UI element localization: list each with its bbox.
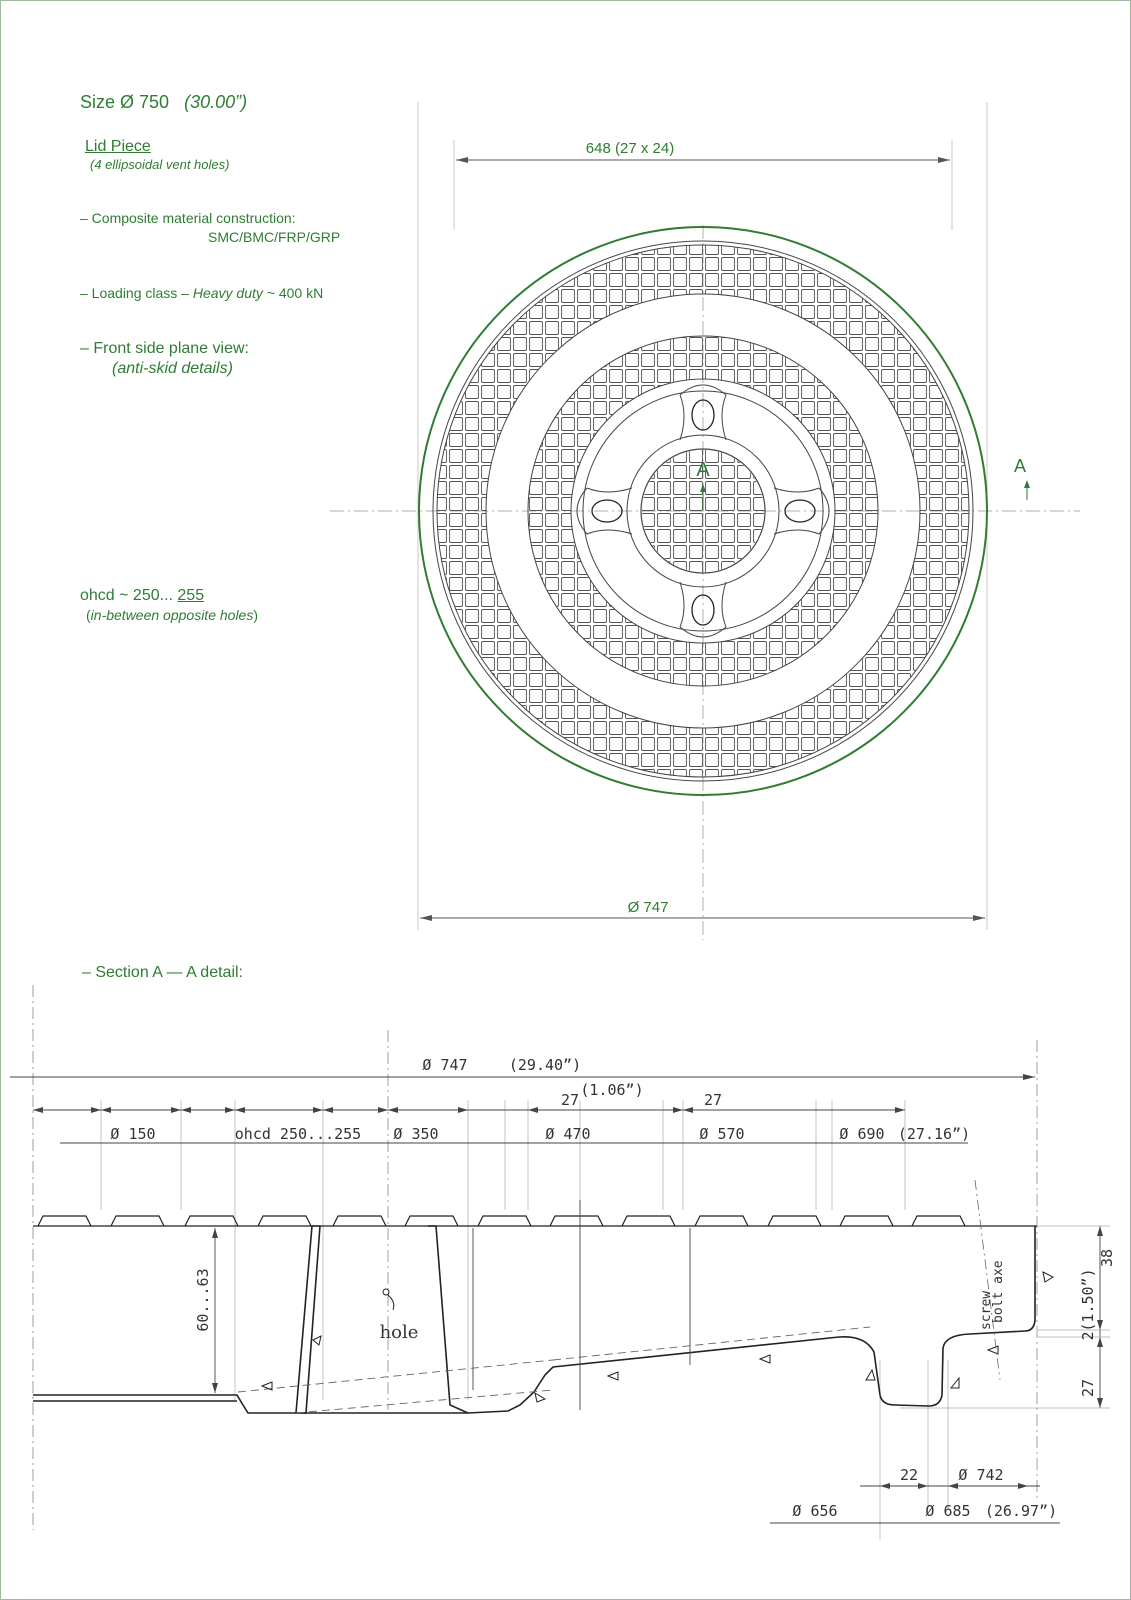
right-vertical-dims bbox=[900, 1226, 1116, 1408]
svg-text:A: A bbox=[1013, 456, 1027, 476]
ohcd-prefix: ohcd ~ 250... bbox=[80, 587, 178, 604]
front-view-sub: (anti-skid details) bbox=[112, 360, 233, 377]
size-inches: (30.00”) bbox=[184, 92, 248, 112]
svg-text:(1.06”): (1.06”) bbox=[580, 1081, 644, 1099]
svg-text:27: 27 bbox=[703, 1091, 723, 1109]
svg-text:(29.40”): (29.40”) bbox=[508, 1056, 582, 1074]
dim-747-label: Ø 747 bbox=[627, 899, 669, 916]
section-title: – Section A — A detail: bbox=[82, 964, 243, 981]
lid-subtitle: (4 ellipsoidal vent holes) bbox=[90, 157, 230, 172]
lid-top-surface bbox=[33, 1216, 1037, 1226]
dim-570-label: Ø 570 bbox=[699, 1125, 745, 1143]
dim-thickness-label: 60...63 bbox=[194, 1268, 212, 1332]
dim-27c-label: 27 bbox=[1079, 1378, 1097, 1398]
dim-22-label: 22 bbox=[899, 1466, 919, 1484]
hole-label: hole bbox=[379, 1322, 419, 1343]
size-label: Size Ø 750 bbox=[80, 92, 170, 112]
ohcd-value: 255 bbox=[177, 587, 205, 604]
dim-350-label: Ø 350 bbox=[393, 1125, 439, 1143]
front-view-note: – Front side plane view: bbox=[80, 340, 249, 357]
dim-ohcd-label: ohcd 250...255 bbox=[234, 1125, 362, 1143]
dim-2-label: 2 bbox=[1079, 1331, 1097, 1341]
screw-bolt-axis bbox=[975, 1180, 1006, 1380]
loading-duty: Heavy duty bbox=[192, 285, 263, 301]
svg-text:A: A bbox=[696, 459, 710, 481]
dim-diameter-row bbox=[110, 1125, 970, 1143]
dim-690-label: Ø 690 bbox=[839, 1125, 885, 1143]
hidden-lines bbox=[238, 1327, 870, 1413]
loading-suffix: ~ 400 kN bbox=[262, 285, 324, 301]
dim-470-label: Ø 470 bbox=[545, 1125, 591, 1143]
ohcd-sub-text: in-between opposite holes bbox=[90, 607, 254, 623]
dim-648-label: 648 (27 x 24) bbox=[585, 140, 675, 157]
dim-742-label: Ø 742 bbox=[958, 1466, 1004, 1484]
lid-section-profile bbox=[33, 1226, 1035, 1413]
composite-line-2: SMC/BMC/FRP/GRP bbox=[208, 229, 341, 245]
dim-section-747 bbox=[10, 1056, 1035, 1080]
bottom-right-dims bbox=[770, 1466, 1060, 1523]
dim-27-labels bbox=[561, 1081, 722, 1109]
ohcd-sub: (in-between opposite holes) bbox=[86, 607, 259, 623]
section-extension-lines bbox=[101, 1100, 948, 1540]
svg-text:27: 27 bbox=[560, 1091, 580, 1109]
svg-text:Ø 747: Ø 747 bbox=[422, 1056, 468, 1074]
loading-prefix: – Loading class – bbox=[80, 285, 193, 301]
dim-38-inches: (1.50”) bbox=[1079, 1268, 1097, 1332]
inner-vertical-dims bbox=[473, 1200, 690, 1410]
dim-656-label: Ø 656 bbox=[792, 1502, 838, 1520]
hole-callout bbox=[380, 1289, 419, 1343]
composite-line-1: – Composite material construction: bbox=[80, 210, 296, 226]
dim-150-label: Ø 150 bbox=[110, 1125, 156, 1143]
screw-label: screw bbox=[979, 1290, 994, 1330]
dim-690-inches: (27.16”) bbox=[897, 1125, 971, 1143]
bolt-axe-label: bolt axe bbox=[991, 1260, 1006, 1323]
dim-685-label: Ø 685 bbox=[925, 1502, 971, 1520]
dim-thickness bbox=[194, 1228, 218, 1393]
dim-685-inches: (26.97”) bbox=[984, 1502, 1058, 1520]
dim-38-label: 38 bbox=[1098, 1248, 1116, 1268]
lid-title: Lid Piece bbox=[85, 138, 151, 155]
